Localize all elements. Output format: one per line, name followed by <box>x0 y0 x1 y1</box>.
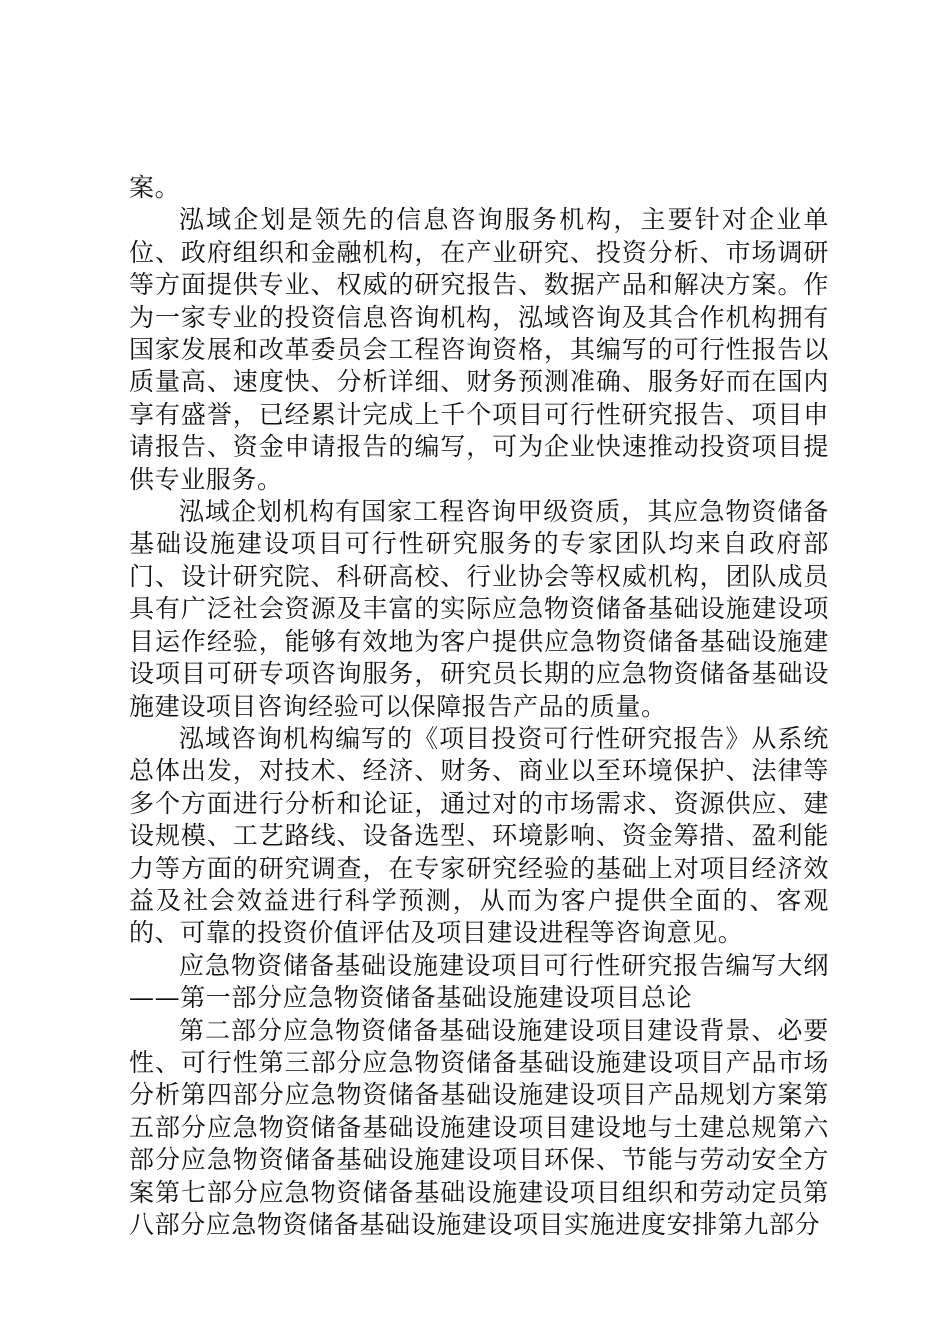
document-page <box>129 172 829 1241</box>
paragraph-expert-team: 泓域企划机构有国家工程咨询甲级资质，其应急物资储备基础设施建设项目可行性研究服务的专家团队均来自政府部门、设计研究院、科研高校、行业协会等权威机构，团队成员具有广泛社会资源及丰富的实际应急物资储备基础设施建设项目运作经验，能够有效地为客户提供应急物资储备基础设施建设项目可研专项咨询服务，研究员长期的应急物资储备基础设施建设项目咨询经验可以保障报告产品的质量。 <box>129 497 829 721</box>
paragraph-continuation: 案。 <box>129 173 181 202</box>
paragraph-outline-heading: 应急物资储备基础设施建设项目可行性研究报告编写大纲——第一部分应急物资储备基础设施建设项目总论 <box>129 950 829 1013</box>
paragraph-report-scope: 泓域咨询机构编写的《项目投资可行性研究报告》从系统总体出发，对技术、经济、财务、商业以至环境保护、法律等多个方面进行分析和论证，通过对的市场需求、资源供应、建设规模、工艺路线、设备选型、环境影响、资金筹措、盈利能力等方面的研究调查，在专家研究经验的基础上对项目经济效益及社会效益进行科学预测，从而为客户提供全面的、客观的、可靠的投资价值评估及项目建设进程等咨询意见。 <box>129 723 829 948</box>
paragraph-outline-parts: 第二部分应急物资储备基础设施建设项目建设背景、必要性、可行性第三部分应急物资储备基础设施建设项目产品市场分析第四部分应急物资储备基础设施建设项目产品规划方案第五部分应急物资储备基础设施建设项目建设地与土建总规第六部分应急物资储备基础设施建设项目环保、节能与劳动安全方案第七部分应急物资储备基础设施建设项目组织和劳动定员第八部分应急物资储备基础设施建设项目实施进度安排第九部分 <box>129 1015 829 1239</box>
paragraph-company-intro: 泓域企划是领先的信息咨询服务机构，主要针对企业单位、政府组织和金融机构，在产业研究、投资分析、市场调研等方面提供专业、权威的研究报告、数据产品和解决方案。作为一家专业的投资信息咨询机构，泓域咨询及其合作机构拥有国家发展和改革委员会工程咨询资格，其编写的可行性报告以质量高、速度快、分析详细、财务预测准确、服务好而在国内享有盛誉，已经累计完成上千个项目可行性研究报告、项目申请报告、资金申请报告的编写，可为企业快速推动投资项目提供专业服务。 <box>129 205 829 494</box>
